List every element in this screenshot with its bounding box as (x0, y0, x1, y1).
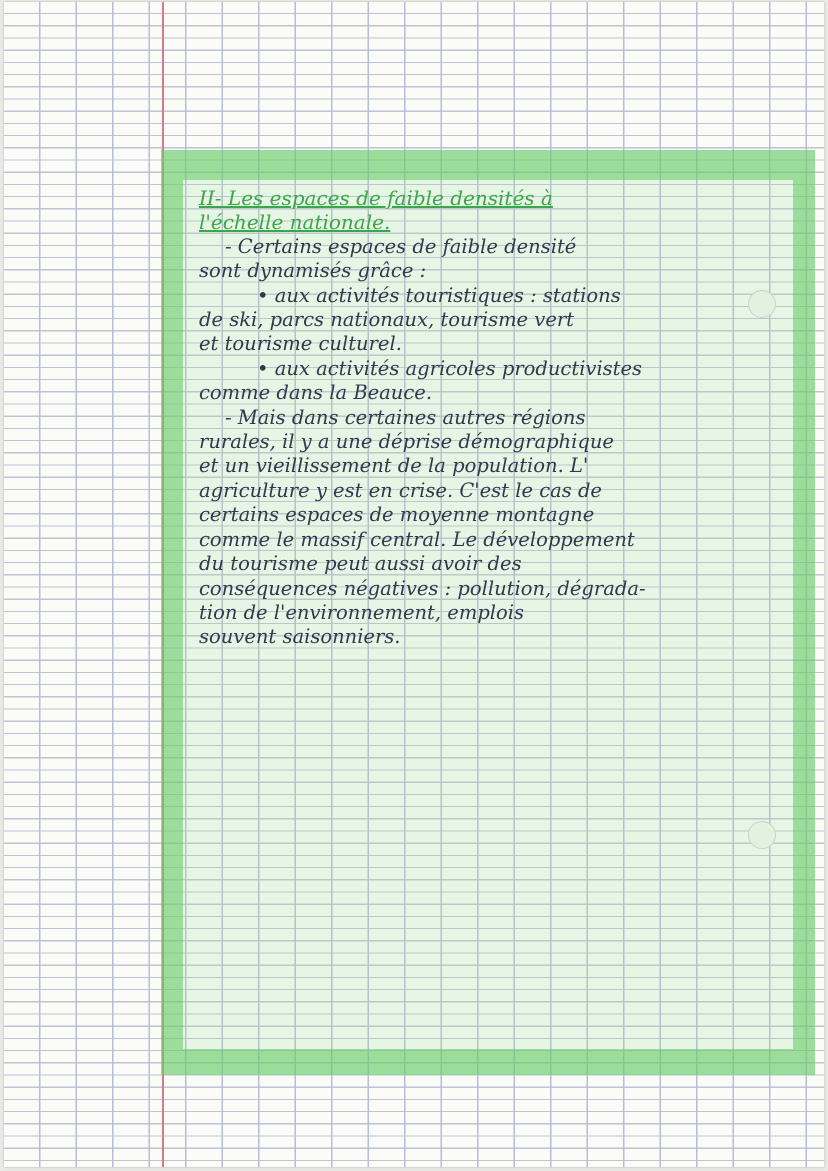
note-line: tion de l'environnement, emplois (199, 600, 525, 624)
note-line: du tourisme peut aussi avoir des (199, 552, 522, 576)
note-line: comme le massif central. Le développement (199, 527, 635, 551)
note-line: agriculture y est en crise. C'est le cas de (199, 478, 602, 502)
note-line: • aux activités agricoles productivistes (257, 356, 643, 380)
section-title-line-2: l'échelle nationale. (199, 210, 391, 235)
note-line: de ski, parcs nationaux, tourisme vert (199, 308, 575, 332)
note-line: souvent saisonniers. (199, 625, 401, 649)
note-line: certains espaces de moyenne montagne (199, 503, 595, 527)
note-line: - Mais dans certaines autres régions (225, 405, 586, 429)
note-line: comme dans la Beauce. (199, 381, 433, 405)
note-line: sont dynamisés grâce : (199, 259, 427, 283)
handwritten-notes (199, 186, 779, 650)
note-line: et tourisme culturel. (199, 332, 402, 356)
note-line: • aux activités touristiques : stations (257, 283, 621, 307)
section-title-line-1: II- Les espaces de faible densités à (199, 186, 553, 210)
note-line: et un vieillissement de la population. L' (199, 454, 589, 478)
note-line: rurales, il y a une déprise démographique (199, 430, 614, 454)
note-line: conséquences négatives : pollution, dégrada- (199, 576, 646, 600)
note-line: - Certains espaces de faible densité (225, 234, 577, 258)
